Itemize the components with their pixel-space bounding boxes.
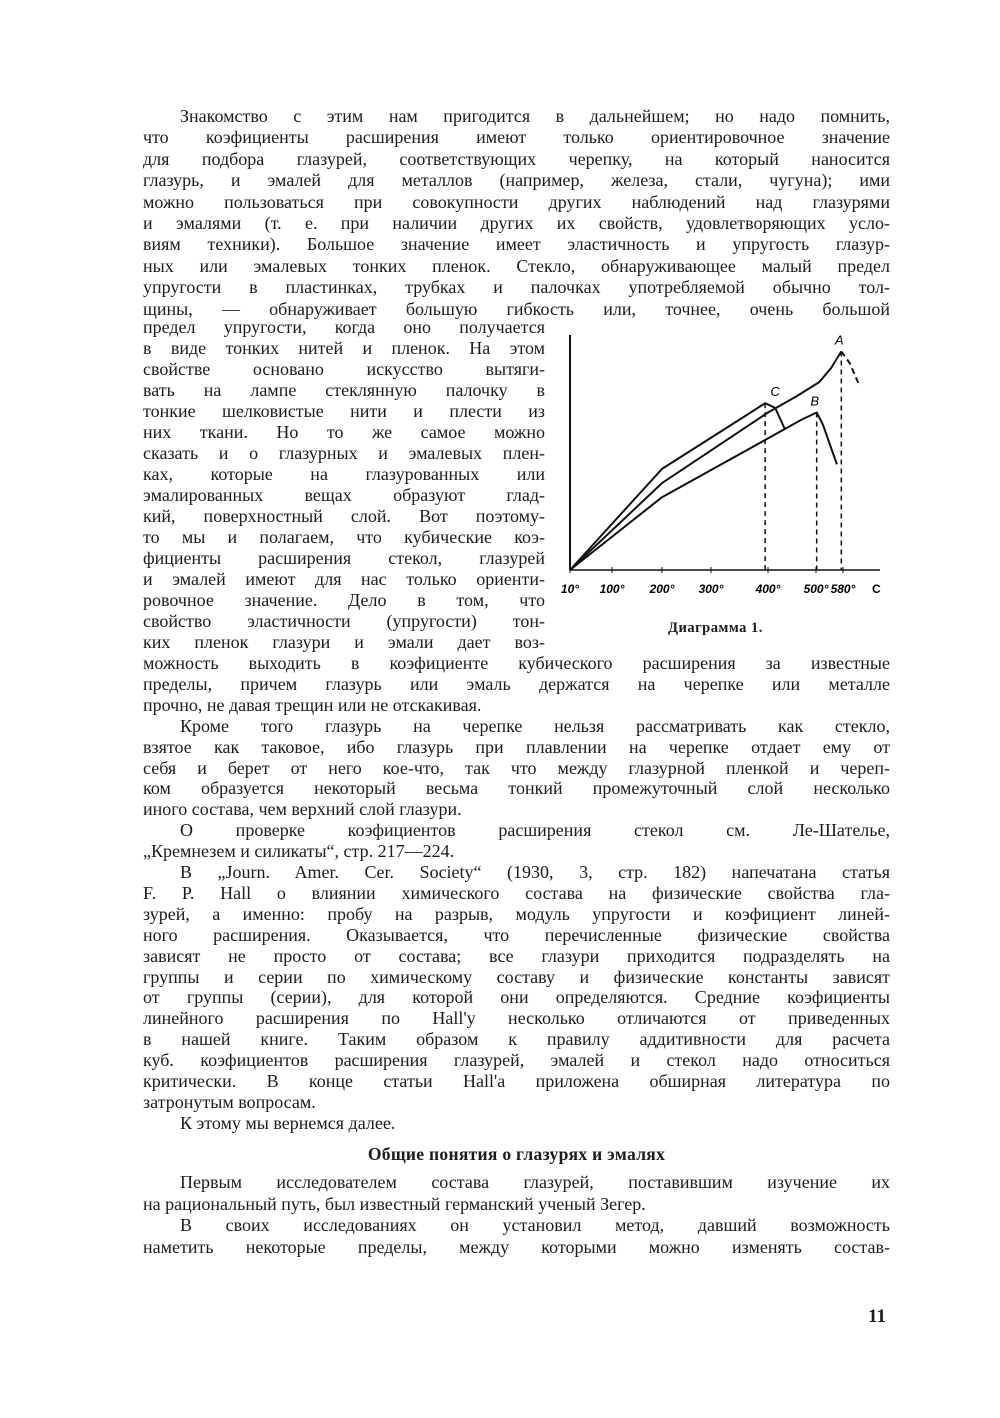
text-line: ровочное значение. Дело в том, что bbox=[143, 590, 545, 610]
text-line: критически. В конце статьи Hall'a приложена обширная литература по bbox=[143, 1071, 890, 1091]
text-line: от группы (серии), для которой они определяются. Средние коэфициенты bbox=[143, 987, 890, 1008]
text-line: ного расширения. Оказывается, что перечисленные физические свойства bbox=[143, 924, 890, 945]
curve-label: C bbox=[770, 384, 780, 400]
text-line: иного состава, чем верхний слой глазури. bbox=[143, 799, 462, 820]
diagram-caption: Диаграмма 1. bbox=[668, 620, 763, 636]
curve-a-tail bbox=[841, 351, 860, 386]
text-line: виям техники). Большое значение имеет эластичность и упругость глазур- bbox=[143, 234, 890, 255]
text-line: что коэфициенты расширения имеют только ориентировочное значение bbox=[143, 127, 890, 148]
text-line: ках, которые на глазурованных или bbox=[143, 464, 545, 484]
text-line: в виде тонких нитей и пленок. На этом bbox=[143, 338, 545, 358]
text-line: кий, поверхностный слой. Вот поэтому- bbox=[143, 506, 545, 526]
curve-label: A bbox=[834, 332, 844, 348]
text-line: В „Journ. Amer. Cer. Society“ (1930, 3, стр. 182) напечатана статья bbox=[180, 862, 890, 882]
text-line: прочно, не давая трещин или не отскакивая. bbox=[143, 694, 482, 715]
text-line: на рациональный путь, был известный германский ученый Зегер. bbox=[143, 1193, 646, 1214]
text-line: для подбора глазурей, соответствующих черепку, на который наносится bbox=[143, 148, 890, 169]
text-line: взятое как таковое, ибо глазурь при плавлении на черепке отдает ему от bbox=[143, 736, 890, 757]
curve-b bbox=[570, 413, 837, 571]
x-tick-label: 300° bbox=[698, 582, 724, 596]
text-line: эмалированных вещах образуют глад- bbox=[143, 485, 545, 505]
diagram-1 bbox=[550, 320, 900, 610]
text-line: ных или эмалевых тонких пленок. Стекло, обнаруживающее малый предел bbox=[143, 255, 890, 276]
text-line: группы и серии по химическому составу и физические константы зависят bbox=[143, 966, 890, 987]
section-heading: Общие понятия о глазурях и эмалях bbox=[367, 1144, 666, 1164]
text-line: зурей, а именно: пробу на разрыв, модуль упругости и коэфициент линей- bbox=[143, 903, 890, 924]
text-line: затронутым вопросам. bbox=[143, 1091, 316, 1112]
text-line: и эмалей имеют для нас только ориенти- bbox=[143, 569, 545, 589]
text-line: В своих исследованиях он установил метод, давший возможность bbox=[180, 1215, 890, 1236]
text-line: фициенты расширения стекол, глазурей bbox=[143, 548, 545, 568]
text-line: линейного расширения по Hall'y несколько отличаются от приведенных bbox=[143, 1008, 890, 1029]
text-line: можно пользоваться при совокупности других наблюдений над глазурями bbox=[143, 191, 890, 212]
text-line: в нашей книге. Таким образом к правилу аддитивности для расчета bbox=[143, 1029, 890, 1050]
text-line: то мы и полагаем, что кубические коэ- bbox=[143, 527, 545, 547]
text-line: можность выходить в коэфициенте кубического расширения за известные bbox=[143, 653, 890, 673]
text-line: Первым исследователем состава глазурей, поставившим изучение их bbox=[180, 1172, 890, 1192]
text-line: наметить некоторые пределы, между которыми можно изменять состав- bbox=[143, 1237, 890, 1258]
x-tick-label: 10° bbox=[560, 582, 580, 596]
text-line: свойстве основано искусство вытяги- bbox=[143, 359, 545, 379]
x-tick-label: 200° bbox=[649, 582, 675, 596]
text-line: предел упругости, когда оно получается bbox=[143, 317, 545, 337]
page-number: 11 bbox=[868, 1306, 886, 1327]
x-tick-label: 580° bbox=[830, 582, 856, 596]
text-line: упругости в пластинках, трубках и палочках употребляемой обычно тол- bbox=[143, 277, 890, 298]
text-line: свойство эластичности (упругости) тон- bbox=[143, 611, 545, 631]
text-line: ком образуется некоторый весьма тонкий промежуточный слой несколько bbox=[143, 778, 890, 799]
text-line: них ткани. Но то же самое можно bbox=[143, 422, 545, 442]
curve-label: B bbox=[810, 393, 820, 409]
text-line: зависят не просто от состава; все глазури приходится подразделять на bbox=[143, 945, 890, 966]
text-line: тонкие шелковистые нити и плести из bbox=[143, 401, 545, 421]
x-tick-label: 500° bbox=[803, 582, 829, 596]
text-line: пределы, причем глазурь или эмаль держатся на черепке или металле bbox=[143, 673, 890, 694]
x-tick-label: 100° bbox=[599, 582, 625, 596]
text-line: ких пленок глазури и эмали дает воз- bbox=[143, 632, 545, 652]
text-line: Знакомство с этим нам пригодится в дальнейшем; но надо помнить, bbox=[180, 106, 890, 126]
text-line: куб. коэфициентов расширения глазурей, эмалей и стекол надо относиться bbox=[143, 1050, 890, 1071]
x-tick-label: 400° bbox=[755, 582, 781, 596]
text-line: К этому мы вернемся далее. bbox=[180, 1112, 396, 1133]
text-line: вать на лампе стеклянную палочку в bbox=[143, 380, 545, 400]
text-line: глазурь, и эмалей для металлов (например, железа, стали, чугуна); ими bbox=[143, 170, 890, 191]
text-line: F. P. Hall о влиянии химического состава на физические свойства гла- bbox=[143, 882, 890, 903]
text-line: Кроме того глазурь на черепке нельзя рассматривать как стекло, bbox=[180, 715, 890, 736]
text-line: „Кремнезем и силикаты“, стр. 217—224. bbox=[143, 841, 455, 862]
text-line: щины, — обнаруживает большую гибкость или, точнее, очень большой bbox=[143, 298, 890, 319]
text-line: О проверке коэфициентов расширения стекол см. Ле-Шателье, bbox=[180, 820, 890, 841]
text-line: и эмалями (т. е. при наличии других их свойств, удовлетворяющих усло- bbox=[143, 213, 890, 233]
text-line: себя и берет от него кое-что, так что между глазурной пленкой и череп- bbox=[143, 757, 890, 778]
text-line: сказать и о глазурных и эмалевых плен- bbox=[143, 443, 545, 463]
x-axis-label: C bbox=[872, 582, 881, 596]
